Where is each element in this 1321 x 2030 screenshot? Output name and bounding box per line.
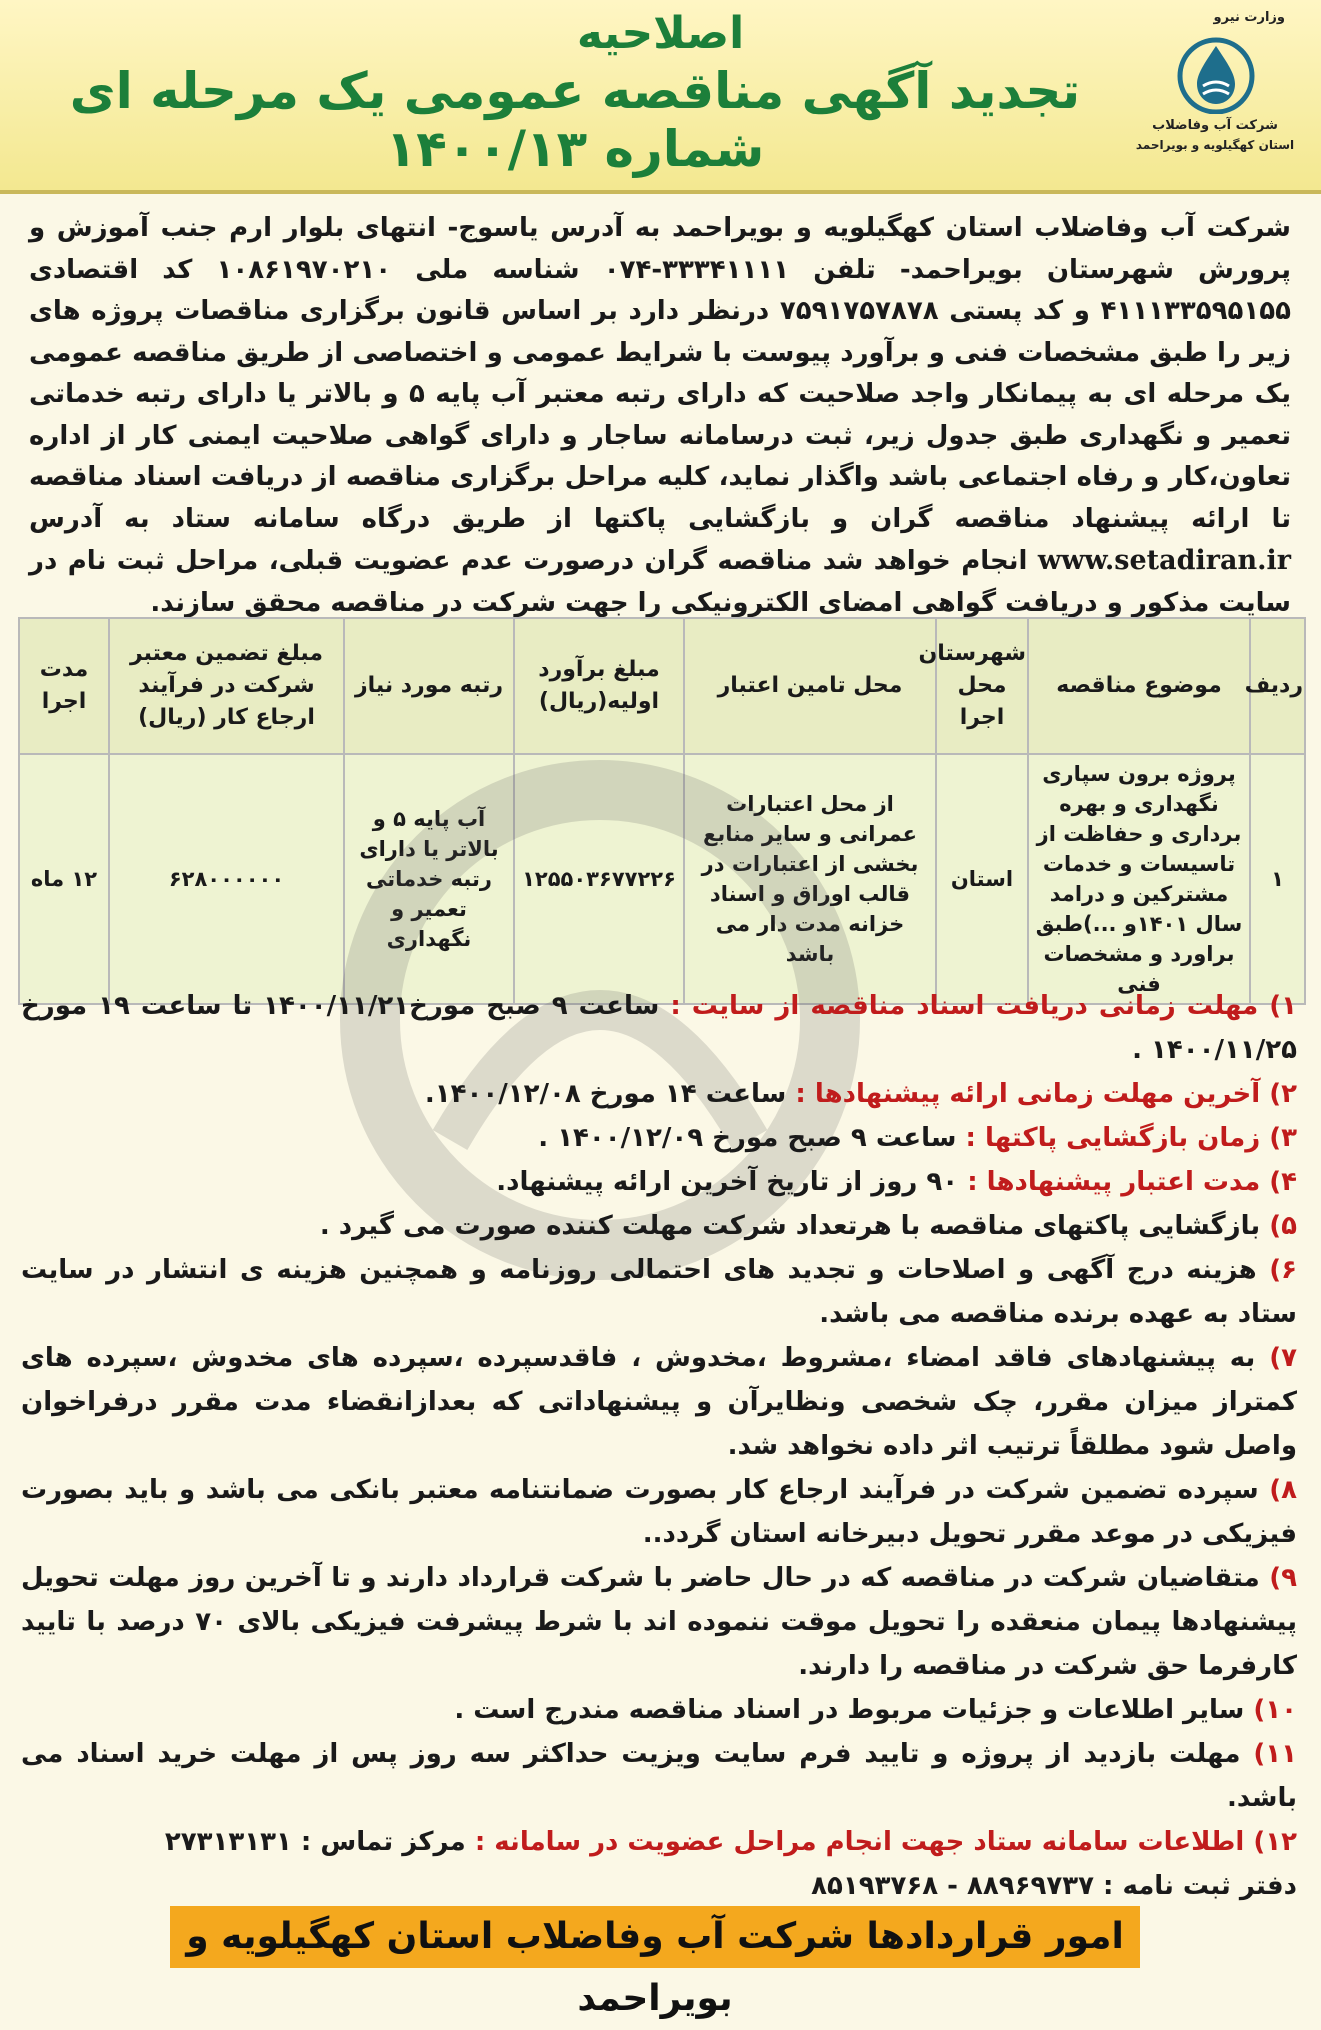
terms-list bbox=[21, 984, 1297, 1908]
header-duration: مدت اجرا bbox=[19, 618, 109, 754]
water-drop-logo-icon bbox=[1177, 34, 1255, 114]
intro-text-2: انجام خواهد شد مناقصه گران درصورت عدم عضویت قبلی، مراحل ثبت نام در سایت مذکور و دریافت گواهی امضای الکترونیکی را جهت شرکت در مناقصه محقق سازند. bbox=[29, 546, 1291, 618]
footer-banner bbox=[170, 1906, 1140, 2019]
correction-title: اصلاحیه bbox=[576, 8, 745, 59]
term-item-6: ۶) هزینه درج آگهی و اصلاحات و تجدید های احتمالی روزنامه و همچنین هزینه ی انتشار در سایت ستاد به عهده برنده مناقصه می باشد. bbox=[21, 1255, 1297, 1329]
header-row-number: ردیف bbox=[1250, 618, 1305, 754]
cell-city: استان bbox=[936, 754, 1028, 1004]
tender-title: تجدید آگهی مناقصه عمومی یک مرحله ای شماره ۱۴۰۰/۱۳ bbox=[69, 62, 1081, 178]
term-item-1: ۱) مهلت زمانی دریافت اسناد مناقصه از سایت : ساعت ۹ صبح مورخ۱۴۰۰/۱۱/۲۱ تا ساعت ۱۹ مورخ ۱۴۰۰/۱۱/۲۵ . bbox=[21, 991, 1298, 1065]
cell-subject: پروژه برون سپاری نگهداری و بهره برداری و حفاظت از تاسیسات و خدمات مشترکین و درامد سال ۱۴۰۱و ...)طبق براورد و مشخصات فنی bbox=[1028, 754, 1250, 1004]
province-name: استان کهگیلویه و بویراحمد bbox=[1135, 138, 1295, 152]
header-funding: محل تامین اعتبار bbox=[684, 618, 936, 754]
header-estimate: مبلغ برآورد اولیه(ریال) bbox=[514, 618, 684, 754]
header-subject: موضوع مناقصه bbox=[1028, 618, 1250, 754]
cell-estimate: ۱۲۵۵۰۳۶۷۷۲۲۶ bbox=[514, 754, 684, 1004]
footer-text: امور قراردادها شرکت آب وفاضلاب استان کهگیلویه و بویراحمد bbox=[186, 1916, 1124, 2019]
term-item-11: ۱۱) مهلت بازدید از پروژه و تایید فرم سایت ویزیت حداکثر سه روز پس از مهلت خرید اسناد می باشد. bbox=[21, 1739, 1298, 1813]
term-item-5: ۵) بازگشایی پاکتهای مناقصه با هرتعداد شرکت مهلت کننده صورت می گیرد . bbox=[319, 1211, 1297, 1241]
term-item-7: ۷) به پیشنهادهای فاقد امضاء ،مشروط ،مخدوش ، فاقدسپرده ،سپرده های مخدوش ،سپرده های کمتراز میزان مقرر، چک شخصی ونظایرآن و پیشنهاداتی که بعدازانقضاء مدت مقرر درفراخوان واصل شود مطلقاً ترتیب اثر داده نخواهد شد. bbox=[21, 1343, 1297, 1461]
header-grade: رتبه مورد نیاز bbox=[344, 618, 514, 754]
tender-table bbox=[18, 617, 1306, 1005]
header-banner bbox=[0, 0, 1321, 190]
term-item-2: ۲) آخرین مهلت زمانی ارائه پیشنهادها : ساعت ۱۴ مورخ ۱۴۰۰/۱۲/۰۸. bbox=[424, 1079, 1297, 1109]
setad-url-link[interactable]: www.setadiran.ir bbox=[1037, 545, 1291, 576]
cell-guarantee: ۶۲۸۰۰۰۰۰۰ bbox=[109, 754, 344, 1004]
cell-grade: آب پایه ۵ و بالاتر یا دارای رتبه خدماتی تعمیر و نگهداری bbox=[344, 754, 514, 1004]
cell-duration: ۱۲ ماه bbox=[19, 754, 109, 1004]
table-header-row bbox=[19, 618, 1305, 754]
registration-office-contact: دفتر ثبت نامه : ۸۸۹۶۹۷۳۷ - ۸۵۱۹۳۷۶۸ bbox=[811, 1871, 1297, 1901]
term-item-3: ۳) زمان بازگشایی پاکتها : ساعت ۹ صبح مورخ ۱۴۰۰/۱۲/۰۹ . bbox=[538, 1123, 1297, 1153]
cell-funding: از محل اعتبارات عمرانی و سایر منابع بخشی از اعتبارات در قالب اوراق و اسناد خزانه مدت دار می باشد bbox=[684, 754, 936, 1004]
intro-text-1: شرکت آب وفاضلاب استان کهگیلویه و بویراحمد به آدرس یاسوج- انتهای بلوار ارم جنب آموزش و پرورش شهرستان بویراحمد- تلفن ۳۳۳۴۱۱۱۱-۰۷۴ شناسه ملی ۱۰۸۶۱۹۷۰۲۱۰ کد اقتصادی ۴۱۱۱۳۳۵۹۵۱۵۵ و کد پستی ۷۵۹۱۷۵۷۸۷۸ درنظر دارد بر اساس قانون برگزاری مناقصات پروژه های زیر را طبق مشخصات فنی و برآورد پیوست با شرایط عمومی و اختصاصی از طریق مناقصه عمومی یک مرحله ای به پیمانکار واجد صلاحیت که دارای رتبه معتبر آب پایه ۵ و بالاتر یا دارای رتبه خدماتی تعمیر و نگهداری طبق جدول زیر، ثبت درسامانه ساجار و دارای گواهی صلاحیت ایمنی کار از اداره تعاون،کار و رفاه اجتماعی باشد واگذار نماید، کلیه مراحل برگزاری مناقصه از دریافت اسناد مناقصه تا ارائه پیشنهاد مناقصه گران و بازگشایی پاکتها از طریق درگاه سامانه ستاد به آدرس bbox=[29, 213, 1291, 534]
intro-paragraph bbox=[29, 208, 1291, 624]
cell-row-number: ۱ bbox=[1250, 754, 1305, 1004]
term-item-4: ۴) مدت اعتبار پیشنهادها : ۹۰ روز از تاریخ آخرین ارائه پیشنهاد. bbox=[496, 1167, 1297, 1197]
table-row bbox=[19, 754, 1305, 1004]
header-divider bbox=[0, 190, 1321, 194]
term-item-9: ۹) متقاضیان شرکت در مناقصه که در حال حاضر با شرکت قرارداد دارند و تا آخرین روز مهلت تحویل پیشنهادها پیمان منعقده را تحویل موقت ننموده اند با شرط پیشرفت فیزیکی بالای ۷۰ درصد با تایید کارفرما حق شرکت در مناقصه را دارند. bbox=[21, 1563, 1297, 1681]
term-item-12: ۱۲) اطلاعات سامانه ستاد جهت انجام مراحل عضویت در سامانه : مرکز تماس : ۲۷۳۱۳۱۳۱ bbox=[164, 1827, 1297, 1857]
ministry-label: وزارت نیرو bbox=[1213, 10, 1285, 25]
company-logo bbox=[1135, 8, 1295, 158]
header-city: شهرستان محل اجرا bbox=[936, 618, 1028, 754]
term-item-10: ۱۰) سایر اطلاعات و جزئیات مربوط در اسناد مناقصه مندرج است . bbox=[454, 1695, 1297, 1725]
term-item-8: ۸) سپرده تضمین شرکت در فرآیند ارجاع کار بصورت ضمانتنامه معتبر بانکی می باشد و باید بصورت فیزیکی در موعد مقرر تحویل دبیرخانه استان گردد.. bbox=[21, 1475, 1297, 1549]
company-name: شرکت آب وفاضلاب bbox=[1152, 118, 1278, 133]
header-guarantee: مبلغ تضمین معتبر شرکت در فرآیند ارجاع کار (ریال) bbox=[109, 618, 344, 754]
